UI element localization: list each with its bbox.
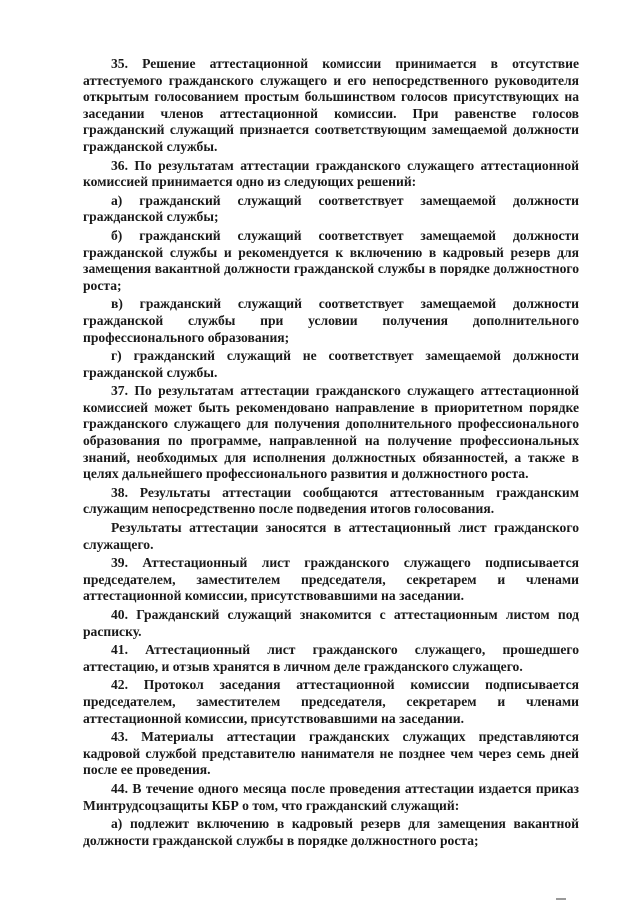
paragraph-36-v: в) гражданский служащий соответствует замещаемой должности гражданской службы при условии получения дополнительного профессионального образования; (83, 296, 579, 345)
paragraph-36-a: а) гражданский служащий соответствует замещаемой должности гражданской службы; (83, 192, 579, 225)
paragraph-44-a: а) подлежит включению в кадровый резерв для замещения вакантной должности гражданской службы в порядке должностного роста; (83, 816, 579, 848)
scan-speck (556, 898, 566, 900)
paragraph-35: 35. Решение аттестационной комиссии принимается в отсутствие аттестуемого гражданского служащего и его непосредственного руководителя открытым голосованием простым большинством голосов присутствующих на заседании членов аттестационной комиссии. При равенстве голосов гражданский служащий признается соответствующим замещаемой должности гражданской службы. (83, 56, 579, 154)
paragraph-39: 39. Аттестационный лист гражданского служащего подписывается председателем, заместителем председателя, секретарем и членами аттестационной комиссии, присутствовавшими на заседании. (83, 555, 579, 604)
paragraph-36-g: г) гражданский служащий не соответствует замещаемой должности гражданской службы. (83, 348, 579, 380)
paragraph-36-b: б) гражданский служащий соответствует замещаемой должности гражданской службы и рекомендуется к включению в кадровый резерв для замещения вакантной должности гражданской службы в порядке должностного роста; (83, 227, 579, 293)
paragraph-36: 36. По результатам аттестации гражданского служащего аттестационной комиссией принимается одно из следующих решений: (83, 157, 579, 190)
paragraph-37: 37. По результатам аттестации гражданского служащего аттестационной комиссией может быть рекомендовано направление в приоритетном порядке гражданского служащего для получения дополнительного профессионального образования по программе, направленной на получение профессиональных знаний, необходимых для исполнения должностных обязанностей, а также в целях дальнейшего профессионального развития и должностного роста. (83, 383, 579, 482)
paragraph-38: 38. Результаты аттестации сообщаются аттестованным гражданским служащим непосредственно после подведения итогов голосования. (83, 484, 579, 517)
paragraph-43: 43. Материалы аттестации гражданских служащих представляются кадровой службой представителю нанимателя не позднее чем через семь дней после ее проведения. (83, 729, 579, 778)
paragraph-38-continued: Результаты аттестации заносятся в аттестационный лист гражданского служащего. (83, 520, 579, 552)
paragraph-40: 40. Гражданский служащий знакомится с аттестационным листом под расписку. (83, 607, 579, 639)
document-body (83, 56, 579, 851)
paragraph-41: 41. Аттестационный лист гражданского служащего, прошедшего аттестацию, и отзыв хранятся в личном деле гражданского служащего. (83, 642, 579, 674)
paragraph-42: 42. Протокол заседания аттестационной комиссии подписывается председателем, заместителем председателя, секретарем и членами аттестационной комиссии, присутствовавшими на заседании. (83, 677, 579, 726)
paragraph-44: 44. В течение одного месяца после проведения аттестации издается приказ Минтрудсоцзащиты КБР о том, что гражданский служащий: (83, 780, 579, 813)
